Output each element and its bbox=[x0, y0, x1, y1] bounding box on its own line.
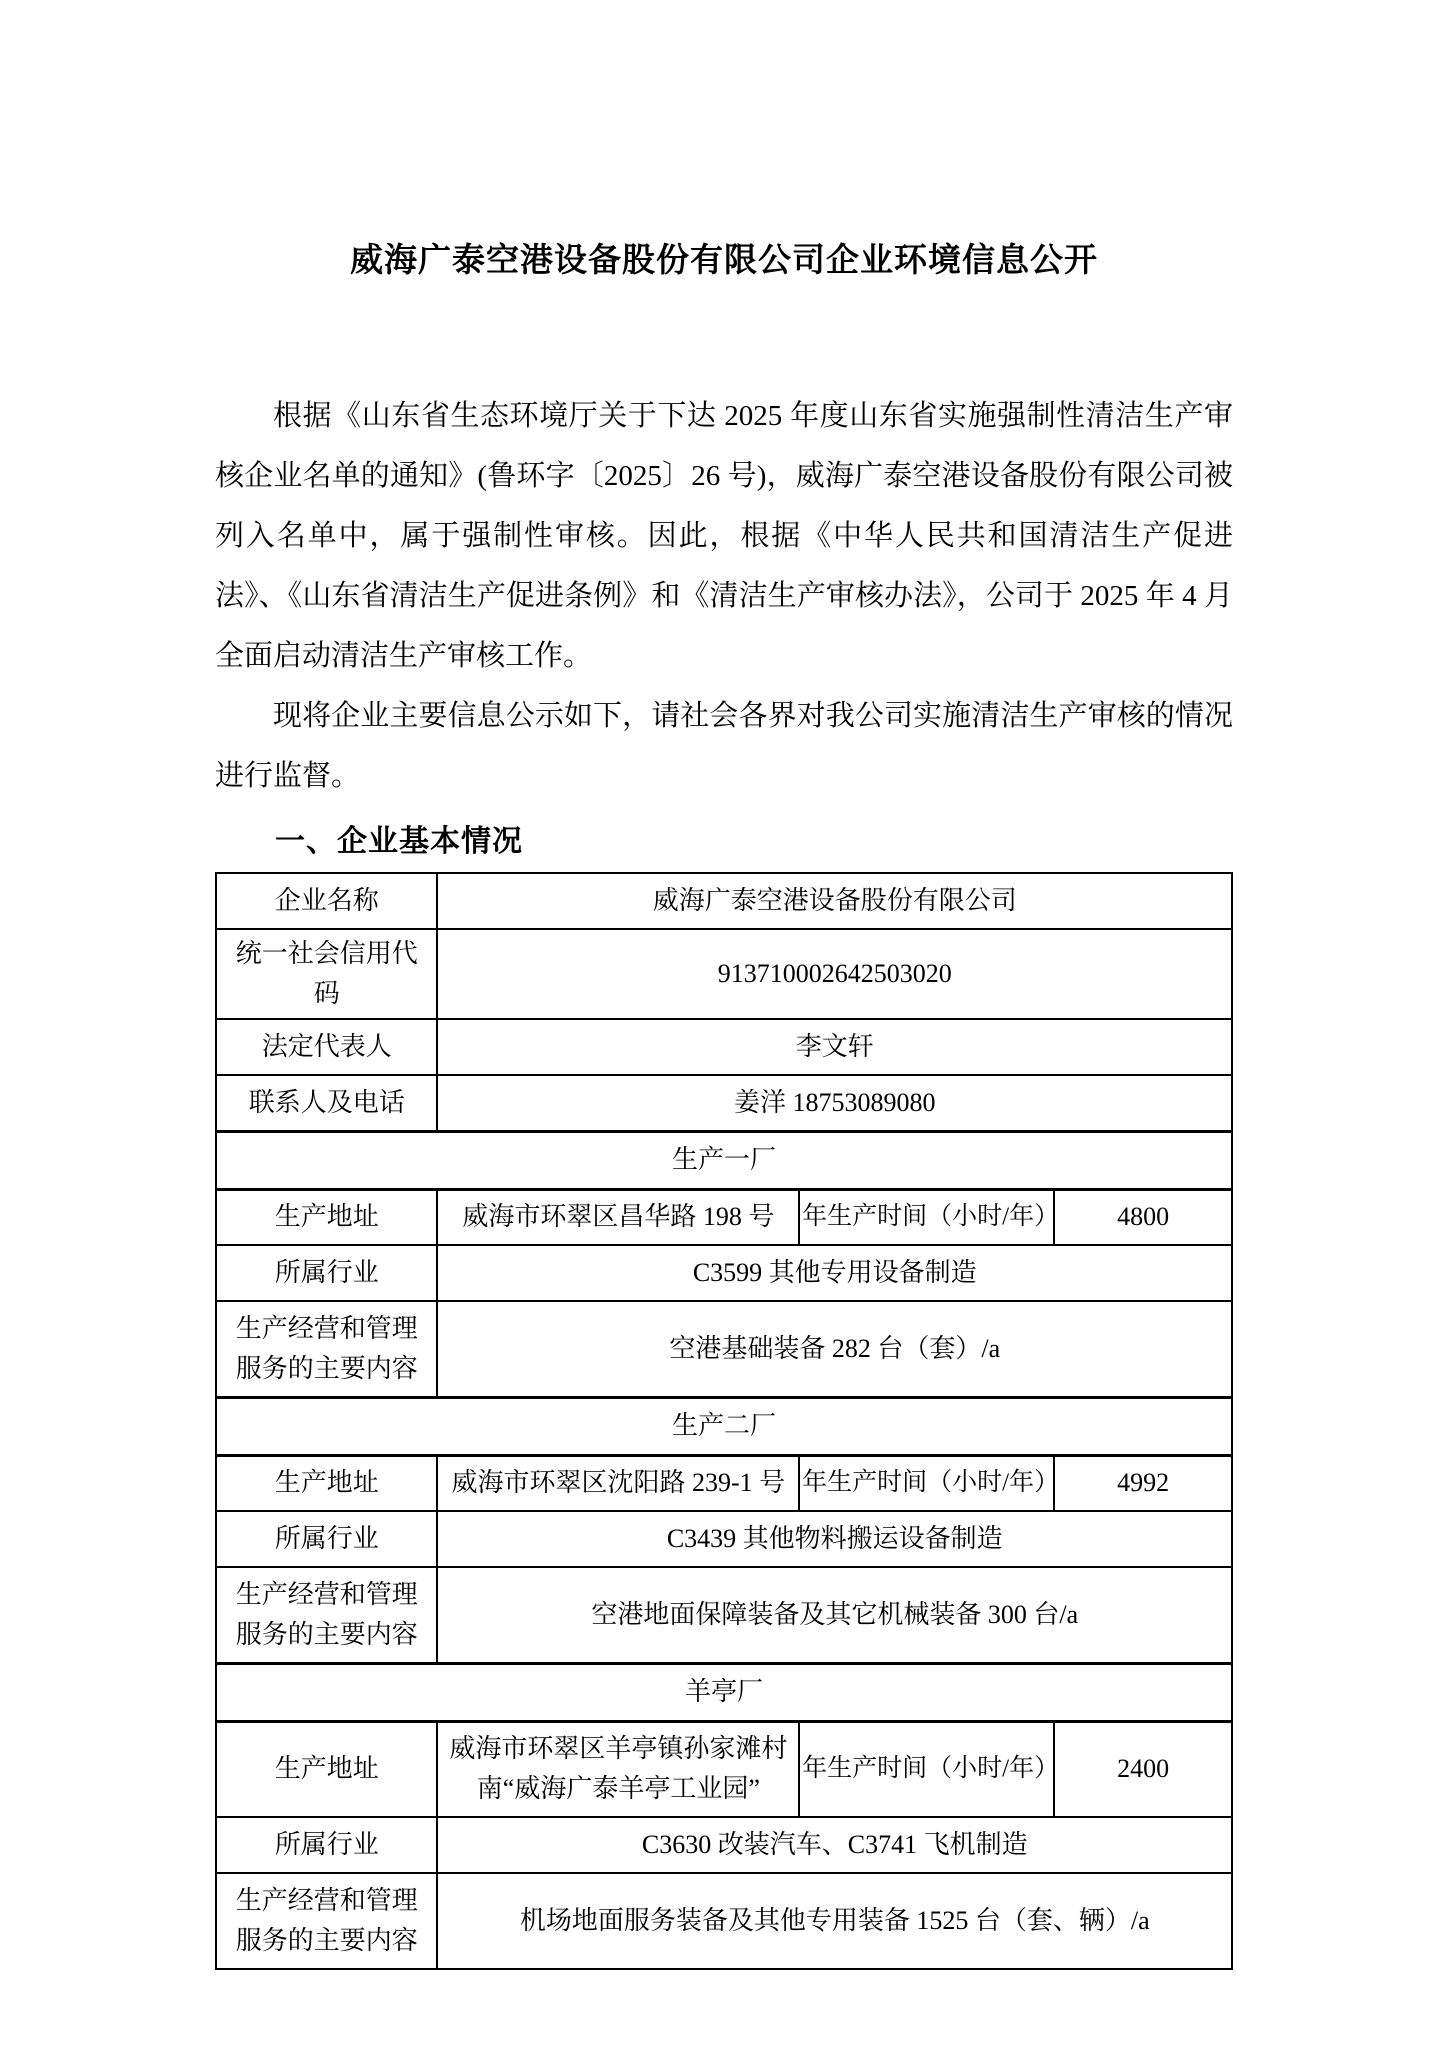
table-cell-value: C3599 其他专用设备制造 bbox=[437, 1245, 1232, 1301]
table-cell-label: 企业名称 bbox=[216, 873, 437, 929]
table-cell-value: 威海广泰空港设备股份有限公司 bbox=[437, 873, 1232, 929]
body-text bbox=[215, 386, 1233, 806]
table-cell-value: 机场地面服务装备及其他专用装备 1525 台（套、辆）/a bbox=[437, 1873, 1232, 1969]
table-cell-value: 913710002642503020 bbox=[437, 929, 1232, 1019]
table-cell-value: 空港地面保障装备及其它机械装备 300 台/a bbox=[437, 1567, 1232, 1663]
table-row bbox=[216, 1511, 1232, 1567]
table-cell-value: 威海市环翠区昌华路 198 号 bbox=[437, 1189, 799, 1245]
section-row bbox=[216, 1663, 1232, 1721]
table-cell-label: 所属行业 bbox=[216, 1817, 437, 1873]
table-cell-value: 2400 bbox=[1054, 1721, 1232, 1817]
table-cell-label: 生产地址 bbox=[216, 1721, 437, 1817]
paragraph-1: 根据《山东省生态环境厅关于下达 2025 年度山东省实施强制性清洁生产审核企业名单的通知》(鲁环字〔2025〕26 号)，威海广泰空港设备股份有限公司被列入名单中，属于强制性审核。因此，根据《中华人民共和国清洁生产促进法》、《山东省清洁生产促进条例》和《清洁生产审核办法》，公司于 2025 年 4 月全面启动清洁生产审核工作。 bbox=[215, 400, 1233, 672]
table-cell-label: 生产经营和管理服务的主要内容 bbox=[216, 1873, 437, 1969]
table-cell-value: C3439 其他物料搬运设备制造 bbox=[437, 1511, 1232, 1567]
table-body bbox=[216, 873, 1232, 1969]
table-cell-label: 统一社会信用代码 bbox=[216, 929, 437, 1019]
table-row bbox=[216, 1075, 1232, 1131]
table-row bbox=[216, 1455, 1232, 1511]
table-row bbox=[216, 1721, 1232, 1817]
table-cell-value: 威海市环翠区羊亭镇孙家滩村南“威海广泰羊亭工业园” bbox=[437, 1721, 799, 1817]
table-cell-label: 生产经营和管理服务的主要内容 bbox=[216, 1567, 437, 1663]
table-cell-value: 威海市环翠区沈阳路 239-1 号 bbox=[437, 1455, 799, 1511]
table-cell-value: 年生产时间（小时/年） bbox=[799, 1455, 1054, 1511]
table-row bbox=[216, 1567, 1232, 1663]
section-heading: 一、企业基本情况 bbox=[275, 825, 523, 858]
table-cell-value: 4800 bbox=[1054, 1189, 1232, 1245]
section-row bbox=[216, 1131, 1232, 1189]
table-row bbox=[216, 1301, 1232, 1397]
table-row bbox=[216, 1019, 1232, 1075]
section-title-cell: 生产二厂 bbox=[216, 1397, 1232, 1455]
table-cell-label: 联系人及电话 bbox=[216, 1075, 437, 1131]
info-table bbox=[215, 872, 1233, 1970]
table-row bbox=[216, 1245, 1232, 1301]
table-cell-label: 法定代表人 bbox=[216, 1019, 437, 1075]
table-cell-value: 姜洋 18753089080 bbox=[437, 1075, 1232, 1131]
section-row bbox=[216, 1397, 1232, 1455]
section-title-cell: 羊亭厂 bbox=[216, 1663, 1232, 1721]
table-cell-value: 4992 bbox=[1054, 1455, 1232, 1511]
table-cell-value: 年生产时间（小时/年） bbox=[799, 1189, 1054, 1245]
table-cell-label: 生产经营和管理服务的主要内容 bbox=[216, 1301, 437, 1397]
table-cell-value: C3630 改装汽车、C3741 飞机制造 bbox=[437, 1817, 1232, 1873]
table-cell-label: 生产地址 bbox=[216, 1189, 437, 1245]
table-row bbox=[216, 873, 1232, 929]
document-title: 威海广泰空港设备股份有限公司企业环境信息公开 bbox=[350, 243, 1098, 279]
table-cell-label: 所属行业 bbox=[216, 1245, 437, 1301]
table-row bbox=[216, 1817, 1232, 1873]
table-row bbox=[216, 929, 1232, 1019]
table-cell-label: 生产地址 bbox=[216, 1455, 437, 1511]
table-cell-value: 空港基础装备 282 台（套）/a bbox=[437, 1301, 1232, 1397]
section-title-cell: 生产一厂 bbox=[216, 1131, 1232, 1189]
paragraph-2: 现将企业主要信息公示如下，请社会各界对我公司实施清洁生产审核的情况进行监督。 bbox=[215, 700, 1233, 792]
table-cell-value: 年生产时间（小时/年） bbox=[799, 1721, 1054, 1817]
table-cell-label: 所属行业 bbox=[216, 1511, 437, 1567]
table-row bbox=[216, 1189, 1232, 1245]
table-row bbox=[216, 1873, 1232, 1969]
table-cell-value: 李文轩 bbox=[437, 1019, 1232, 1075]
